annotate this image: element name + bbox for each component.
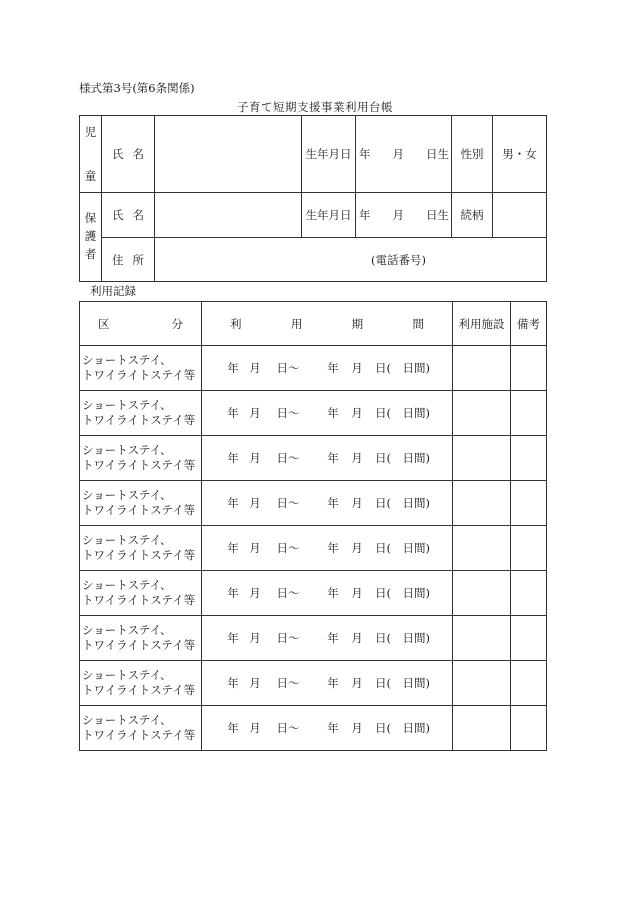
usage-facility[interactable] [453, 346, 511, 391]
document-title: 子育て短期支援事業利用台帳 [237, 100, 393, 114]
category-line2: トワイライトステイ等 [82, 503, 196, 517]
end-day: 日( [375, 406, 391, 420]
header-remarks: 備考 [511, 302, 547, 346]
start-day: 日～ [276, 631, 300, 645]
guardian-relation-field[interactable] [493, 193, 547, 238]
usage-row [80, 481, 547, 526]
usage-remarks[interactable] [511, 391, 547, 436]
usage-category [80, 616, 202, 661]
end-year: 年 [327, 496, 339, 510]
days-count: 日間) [402, 451, 430, 465]
usage-record-label: 利用記録 [90, 284, 136, 298]
start-year: 年 [227, 406, 239, 420]
header-period [202, 302, 453, 346]
date-year: 年 [359, 147, 371, 161]
category-line1: ショートステイ、 [82, 623, 172, 638]
end-month: 月 [351, 631, 363, 645]
start-year: 年 [227, 586, 239, 600]
guardian-label-char: 者 [84, 246, 97, 261]
start-month: 月 [249, 541, 261, 555]
days-count: 日間) [402, 586, 430, 600]
usage-row [80, 436, 547, 481]
end-month: 月 [351, 721, 363, 735]
child-label-char: 童 [84, 169, 97, 183]
end-day: 日( [375, 541, 391, 555]
usage-facility[interactable] [453, 526, 511, 571]
start-year: 年 [227, 361, 239, 375]
end-year: 年 [327, 541, 339, 555]
usage-period[interactable] [202, 706, 453, 751]
category-line2: トワイライトステイ等 [82, 458, 196, 472]
start-day: 日～ [276, 586, 300, 600]
start-day: 日～ [276, 361, 300, 375]
usage-facility[interactable] [453, 616, 511, 661]
child-birth-label: 生年月日 [302, 116, 356, 193]
label-char: 氏 [112, 208, 124, 222]
days-count: 日間) [402, 496, 430, 510]
usage-row [80, 706, 547, 751]
label-char: 名 [132, 147, 144, 161]
address-row [80, 238, 547, 282]
guardian-birth-field[interactable] [356, 193, 452, 238]
category-line2: トワイライトステイ等 [82, 368, 196, 382]
category-line1: ショートステイ、 [82, 443, 172, 458]
category-line2: トワイライトステイ等 [82, 683, 196, 697]
usage-header-row [80, 302, 547, 346]
usage-period[interactable] [202, 661, 453, 706]
start-year: 年 [227, 631, 239, 645]
header-char: 用 [290, 316, 303, 331]
category-line2: トワイライトステイ等 [82, 638, 196, 652]
usage-period[interactable] [202, 436, 453, 481]
child-name-field[interactable] [155, 116, 302, 193]
start-month: 月 [249, 496, 261, 510]
days-count: 日間) [402, 676, 430, 690]
date-day: 日生 [426, 147, 449, 161]
start-day: 日～ [276, 541, 300, 555]
header-char: 期 [351, 316, 364, 331]
usage-period[interactable] [202, 571, 453, 616]
guardian-label-char: 護 [84, 229, 97, 244]
date-month: 月 [392, 147, 404, 161]
usage-category [80, 346, 202, 391]
category-line1: ショートステイ、 [82, 398, 172, 413]
start-day: 日～ [276, 721, 300, 735]
guardian-name-label [102, 193, 155, 238]
usage-category [80, 526, 202, 571]
guardian-relation-label: 続柄 [452, 193, 493, 238]
usage-period[interactable] [202, 481, 453, 526]
end-day: 日( [375, 721, 391, 735]
usage-category [80, 391, 202, 436]
end-year: 年 [327, 361, 339, 375]
usage-row [80, 391, 547, 436]
label-char: 名 [132, 208, 144, 222]
child-row [80, 116, 547, 193]
address-label [102, 238, 155, 282]
start-year: 年 [227, 496, 239, 510]
category-line2: トワイライトステイ等 [82, 548, 196, 562]
usage-facility[interactable] [453, 661, 511, 706]
usage-period[interactable] [202, 346, 453, 391]
guardian-birth-label: 生年月日 [302, 193, 356, 238]
guardian-group-label [80, 193, 102, 282]
start-day: 日～ [276, 451, 300, 465]
end-day: 日( [375, 586, 391, 600]
start-year: 年 [227, 451, 239, 465]
usage-category [80, 661, 202, 706]
end-month: 月 [351, 451, 363, 465]
address-field[interactable] [155, 238, 547, 282]
label-char: 氏 [112, 147, 124, 161]
end-month: 月 [351, 361, 363, 375]
end-month: 月 [351, 541, 363, 555]
start-year: 年 [227, 676, 239, 690]
start-month: 月 [249, 721, 261, 735]
end-year: 年 [327, 676, 339, 690]
usage-row [80, 661, 547, 706]
date-month: 月 [392, 208, 404, 222]
child-name-label [102, 116, 155, 193]
days-count: 日間) [402, 406, 430, 420]
category-line2: トワイライトステイ等 [82, 413, 196, 427]
category-line1: ショートステイ、 [82, 578, 172, 593]
usage-record-table [79, 301, 547, 751]
start-month: 月 [249, 406, 261, 420]
category-line1: ショートステイ、 [82, 668, 172, 683]
start-month: 月 [249, 451, 261, 465]
end-month: 月 [351, 496, 363, 510]
usage-remarks[interactable] [511, 346, 547, 391]
usage-facility[interactable] [453, 571, 511, 616]
usage-category [80, 436, 202, 481]
usage-remarks[interactable] [511, 436, 547, 481]
header-char: 分 [171, 316, 183, 331]
usage-facility[interactable] [453, 706, 511, 751]
child-group-label [80, 116, 102, 193]
usage-facility[interactable] [453, 391, 511, 436]
child-birth-field[interactable] [356, 116, 452, 193]
form-number-label: 様式第3号(第6条関係) [79, 81, 195, 95]
end-day: 日( [375, 496, 391, 510]
usage-row [80, 571, 547, 616]
category-line1: ショートステイ、 [82, 713, 172, 728]
start-day: 日～ [276, 676, 300, 690]
days-count: 日間) [402, 361, 430, 375]
date-year: 年 [359, 208, 371, 222]
usage-remarks[interactable] [511, 571, 547, 616]
start-month: 月 [249, 676, 261, 690]
end-year: 年 [327, 586, 339, 600]
category-line1: ショートステイ、 [82, 488, 172, 503]
days-count: 日間) [402, 631, 430, 645]
usage-facility[interactable] [453, 436, 511, 481]
usage-category [80, 481, 202, 526]
end-month: 月 [351, 406, 363, 420]
end-day: 日( [375, 676, 391, 690]
child-guardian-table [79, 115, 547, 282]
start-day: 日～ [276, 406, 300, 420]
usage-row [80, 346, 547, 391]
end-year: 年 [327, 631, 339, 645]
end-year: 年 [327, 721, 339, 735]
guardian-label-char: 保 [84, 211, 97, 226]
usage-facility[interactable] [453, 481, 511, 526]
usage-category [80, 571, 202, 616]
end-year: 年 [327, 406, 339, 420]
category-line1: ショートステイ、 [82, 353, 172, 368]
start-month: 月 [249, 361, 261, 375]
label-char: 住 [112, 252, 124, 267]
guardian-row [80, 193, 547, 238]
header-category [80, 302, 202, 346]
child-sex-label: 性別 [452, 116, 493, 193]
usage-remarks[interactable] [511, 481, 547, 526]
date-day: 日生 [426, 208, 449, 222]
category-line2: トワイライトステイ等 [82, 593, 196, 607]
label-char: 所 [132, 252, 144, 267]
end-day: 日( [375, 361, 391, 375]
end-month: 月 [351, 586, 363, 600]
end-day: 日( [375, 451, 391, 465]
start-month: 月 [249, 631, 261, 645]
category-line2: トワイライトステイ等 [82, 728, 196, 742]
usage-remarks[interactable] [511, 526, 547, 571]
start-month: 月 [249, 586, 261, 600]
days-count: 日間) [402, 721, 430, 735]
start-day: 日～ [276, 496, 300, 510]
usage-row [80, 526, 547, 571]
category-line1: ショートステイ、 [82, 533, 172, 548]
usage-period[interactable] [202, 391, 453, 436]
header-char: 間 [412, 316, 424, 331]
header-char: 利 [230, 316, 242, 331]
header-char: 区 [98, 316, 110, 331]
child-sex-field[interactable]: 男・女 [493, 116, 547, 193]
usage-remarks[interactable] [511, 661, 547, 706]
phone-label: (電話番号) [371, 252, 426, 267]
usage-row [80, 616, 547, 661]
days-count: 日間) [402, 541, 430, 555]
guardian-name-field[interactable] [155, 193, 302, 238]
header-facility: 利用施設 [453, 302, 511, 346]
end-month: 月 [351, 676, 363, 690]
end-day: 日( [375, 631, 391, 645]
end-year: 年 [327, 451, 339, 465]
usage-category [80, 706, 202, 751]
start-year: 年 [227, 541, 239, 555]
usage-remarks[interactable] [511, 616, 547, 661]
usage-remarks[interactable] [511, 706, 547, 751]
child-label-char: 児 [84, 125, 97, 139]
usage-period[interactable] [202, 526, 453, 571]
usage-period[interactable] [202, 616, 453, 661]
start-year: 年 [227, 721, 239, 735]
